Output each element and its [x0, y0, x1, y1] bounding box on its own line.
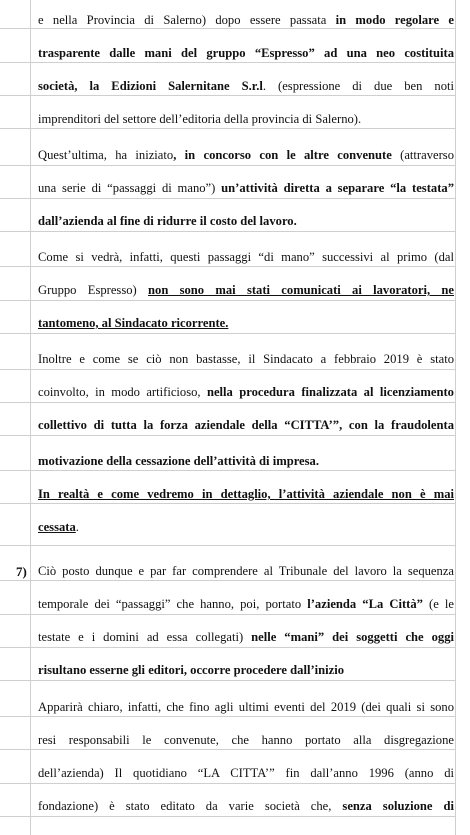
text-segment: imprenditori del settore dell’editoria della provincia di Salerno).	[38, 112, 362, 126]
text-line	[38, 454, 454, 469]
text-segment: Come si vedrà, infatti, questi passaggi “di mano” successivi al primo (dal	[38, 250, 454, 264]
text-line	[38, 733, 454, 748]
ruled-line	[0, 749, 455, 750]
text-line	[38, 181, 454, 196]
text-line	[38, 487, 454, 502]
text-line	[38, 385, 454, 400]
text-segment: collettivo di tutta la forza aziendale della “CITTA’”, con la fraudolenta	[38, 418, 454, 432]
text-segment: . (espressione di due ben noti	[262, 79, 454, 93]
ruled-line	[0, 647, 455, 648]
text-segment: un’attività diretta a separare “la testata”	[221, 181, 454, 195]
text-segment: Apparirà chiaro, infatti, che fino agli ultimi eventi del 2019 (dei quali si sono	[38, 700, 454, 714]
text-line	[38, 46, 454, 61]
text-segment: società, la Edizioni Salernitane S.r.l	[38, 79, 263, 93]
text-segment: resi responsabili le convenute, che hanno portato alla disgregazione	[38, 733, 454, 747]
text-line	[38, 597, 454, 612]
ruled-line	[0, 62, 455, 63]
text-line	[38, 630, 454, 645]
right-margin-line	[455, 0, 456, 835]
ruled-line	[0, 165, 455, 166]
text-segment: in modo regolare e	[335, 13, 454, 27]
text-line	[38, 148, 454, 163]
text-segment: , in concorso con le altre convenute	[173, 148, 392, 162]
text-line	[38, 250, 454, 265]
ruled-line	[0, 402, 455, 403]
ruled-line	[0, 580, 455, 581]
ruled-line	[0, 614, 455, 615]
text-segment: temporale dei “passaggi” che hanno, poi, portato	[38, 597, 308, 611]
text-line	[38, 766, 454, 781]
text-line	[38, 700, 454, 715]
text-segment: fondazione) è stato editato da varie società che,	[38, 799, 343, 813]
text-segment: nella procedura finalizzata al licenziamento	[206, 385, 454, 399]
text-line	[38, 214, 454, 229]
text-segment: Gruppo Espresso)	[38, 283, 149, 297]
ruled-line	[0, 198, 455, 199]
text-line	[38, 79, 454, 94]
ruled-line	[0, 300, 455, 301]
ruled-line	[0, 231, 455, 232]
text-segment: Inoltre e come se ciò non bastasse, il Sindacato a febbraio 2019 è stato	[38, 352, 454, 366]
ruled-line	[0, 470, 455, 471]
ruled-line	[0, 816, 455, 817]
ruled-line	[0, 503, 455, 504]
text-line	[38, 418, 454, 433]
text-line	[38, 13, 454, 28]
ruled-line	[0, 95, 455, 96]
text-segment: cessata	[38, 520, 76, 534]
ruled-line	[0, 369, 455, 370]
text-line	[38, 520, 454, 535]
text-segment: motivazione della cessazione dell’attività di impresa.	[38, 454, 319, 468]
text-line	[38, 352, 454, 367]
text-segment: e nella Provincia di Salerno) dopo essere passata	[38, 13, 336, 27]
text-line	[38, 283, 454, 298]
text-line	[38, 564, 454, 579]
text-segment: l’azienda “La Città”	[307, 597, 423, 611]
left-margin-line	[30, 0, 31, 835]
ruled-line	[0, 716, 455, 717]
text-segment: Quest’ultima, ha iniziato	[38, 148, 174, 162]
text-segment: Ciò posto dunque e par far comprendere al Tribunale del lavoro la sequenza	[38, 564, 454, 578]
ruled-line	[0, 435, 455, 436]
text-line	[38, 316, 454, 331]
ruled-line	[0, 266, 455, 267]
text-segment: non sono mai stati comunicati ai lavoratori, ne	[148, 283, 454, 297]
text-segment: risultano esserne gli editori, occorre procedere dall’inizio	[38, 663, 345, 677]
text-segment: tantomeno, al Sindacato ricorrente.	[38, 316, 229, 330]
text-segment: senza soluzione di	[342, 799, 454, 813]
ruled-line	[0, 128, 455, 129]
text-segment: trasparente dalle mani del gruppo “Espresso” ad una neo costituita	[38, 46, 454, 60]
text-segment: testate e i domini ad essa collegati)	[38, 630, 252, 644]
text-segment: coinvolto, in modo artificioso,	[38, 385, 207, 399]
text-line	[38, 799, 454, 814]
ruled-line	[0, 680, 455, 681]
text-line	[38, 663, 454, 678]
text-segment: .	[75, 520, 79, 534]
ruled-line	[0, 783, 455, 784]
ruled-line	[0, 545, 455, 546]
text-segment: una serie di “passaggi di mano”)	[38, 181, 222, 195]
text-line	[38, 112, 454, 127]
section-number: 7)	[16, 564, 27, 579]
text-segment: nelle “mani” dei soggetti che oggi	[251, 630, 454, 644]
ruled-line	[0, 28, 455, 29]
text-segment: dell’azienda) Il quotidiano “LA CITTA’” fin dall’anno 1996 (anno di	[38, 766, 454, 780]
text-segment: (e le	[422, 597, 454, 611]
text-segment: dall’azienda al fine di ridurre il costo del lavoro.	[38, 214, 297, 228]
ruled-line	[0, 333, 455, 334]
text-segment: (attraverso	[391, 148, 454, 162]
text-segment: In realtà e come vedremo in dettaglio, l’attività aziendale non è mai	[38, 487, 454, 501]
